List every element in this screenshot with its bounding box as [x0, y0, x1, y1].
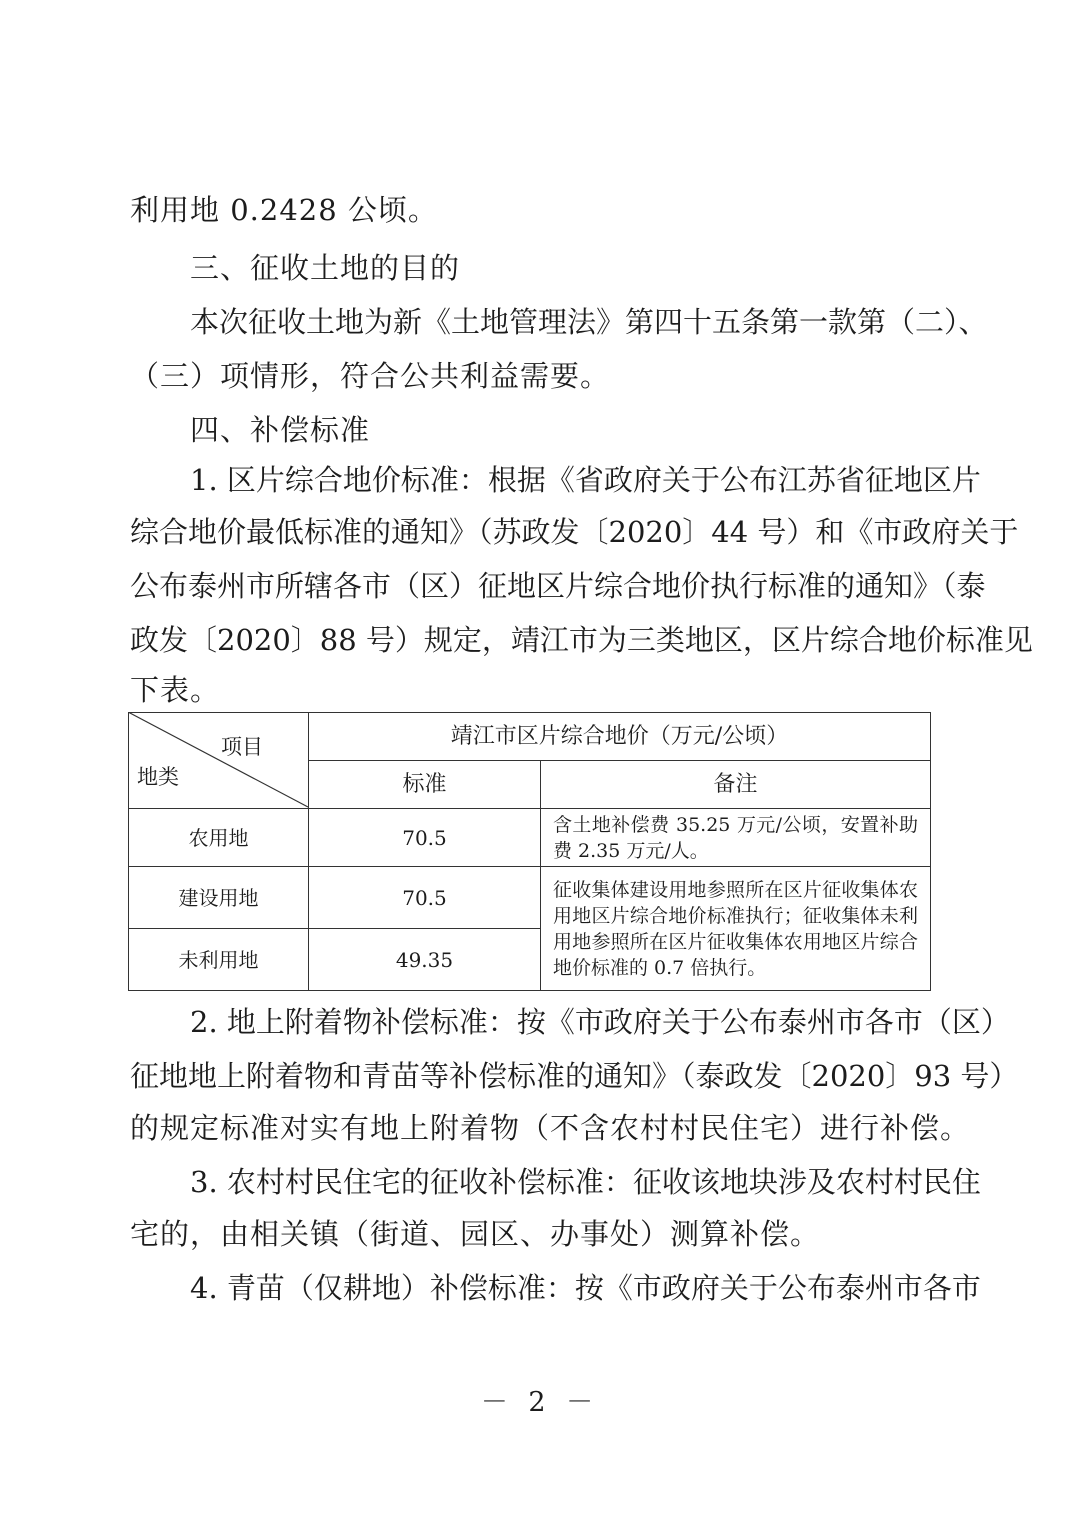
- paragraph-line: 下表。: [130, 673, 221, 707]
- page-number: － 2 －: [480, 1387, 600, 1418]
- paragraph-line: 综合地价最低标准的通知》（苏政发〔2020〕44 号）和《市政府关于: [130, 515, 1019, 549]
- paragraph-line: 1. 区片综合地价标准：根据《省政府关于公布江苏省征地区片: [190, 463, 981, 497]
- remark-cell: 含土地补偿费 35.25 万元/公顷，安置补助费 2.35 万元/人。: [541, 809, 931, 867]
- paragraph-line: 征地地上附着物和青苗等补偿标准的通知》（泰政发〔2020〕93 号）: [130, 1059, 1019, 1093]
- paragraph-line: 宅的，由相关镇（街道、园区、办事处）测算补偿。: [130, 1217, 821, 1251]
- table-row: [129, 809, 931, 867]
- standard-value-cell: 70.5: [309, 809, 541, 867]
- column-header-remark: 备注: [541, 761, 931, 809]
- paragraph-line: 2. 地上附着物补偿标准：按《市政府关于公布泰州市各市（区）: [190, 1005, 1010, 1039]
- section-heading: 四、补偿标准: [190, 413, 371, 447]
- corner-label-item: 项目: [221, 735, 263, 759]
- paragraph-line: 3. 农村村民住宅的征收补偿标准：征收该地块涉及农村村民住: [190, 1165, 981, 1199]
- standard-value-cell: 70.5: [309, 867, 541, 929]
- paragraph-line: 的规定标准对实有地上附着物（不含农村村民住宅）进行补偿。: [130, 1111, 971, 1145]
- table-group-header: 靖江市区片综合地价（万元/公顷）: [309, 713, 931, 761]
- paragraph-line: 政发〔2020〕88 号）规定，靖江市为三类地区，区片综合地价标准见: [130, 623, 1033, 657]
- section-heading: 三、征收土地的目的: [190, 251, 461, 285]
- corner-label-type: 地类: [137, 765, 179, 789]
- paragraph-line: （三）项情形，符合公共利益需要。: [130, 359, 611, 393]
- land-type-cell: 未利用地: [129, 929, 309, 991]
- merged-remark-cell: 征收集体建设用地参照所在区片征收集体农用地区片综合地价标准执行；征收集体未利用地参照所在区片征收集体农用地区片综合地价标准的 0.7 倍执行。: [541, 867, 931, 991]
- paragraph-line: 本次征收土地为新《土地管理法》第四十五条第一款第（二）、: [190, 305, 988, 339]
- table-corner-diagonal: [128, 712, 309, 808]
- table-row: [129, 867, 931, 929]
- land-type-cell: 建设用地: [129, 867, 309, 929]
- column-header-standard: 标准: [309, 761, 541, 809]
- standard-value-cell: 49.35: [309, 929, 541, 991]
- land-type-cell: 农用地: [129, 809, 309, 867]
- paragraph-line: 4. 青苗（仅耕地）补偿标准：按《市政府关于公布泰州市各市: [190, 1271, 981, 1305]
- paragraph-line: 利用地 0.2428 公顷。: [130, 193, 438, 227]
- paragraph-line: 公布泰州市所辖各市（区）征地区片综合地价执行标准的通知》（泰: [130, 569, 986, 603]
